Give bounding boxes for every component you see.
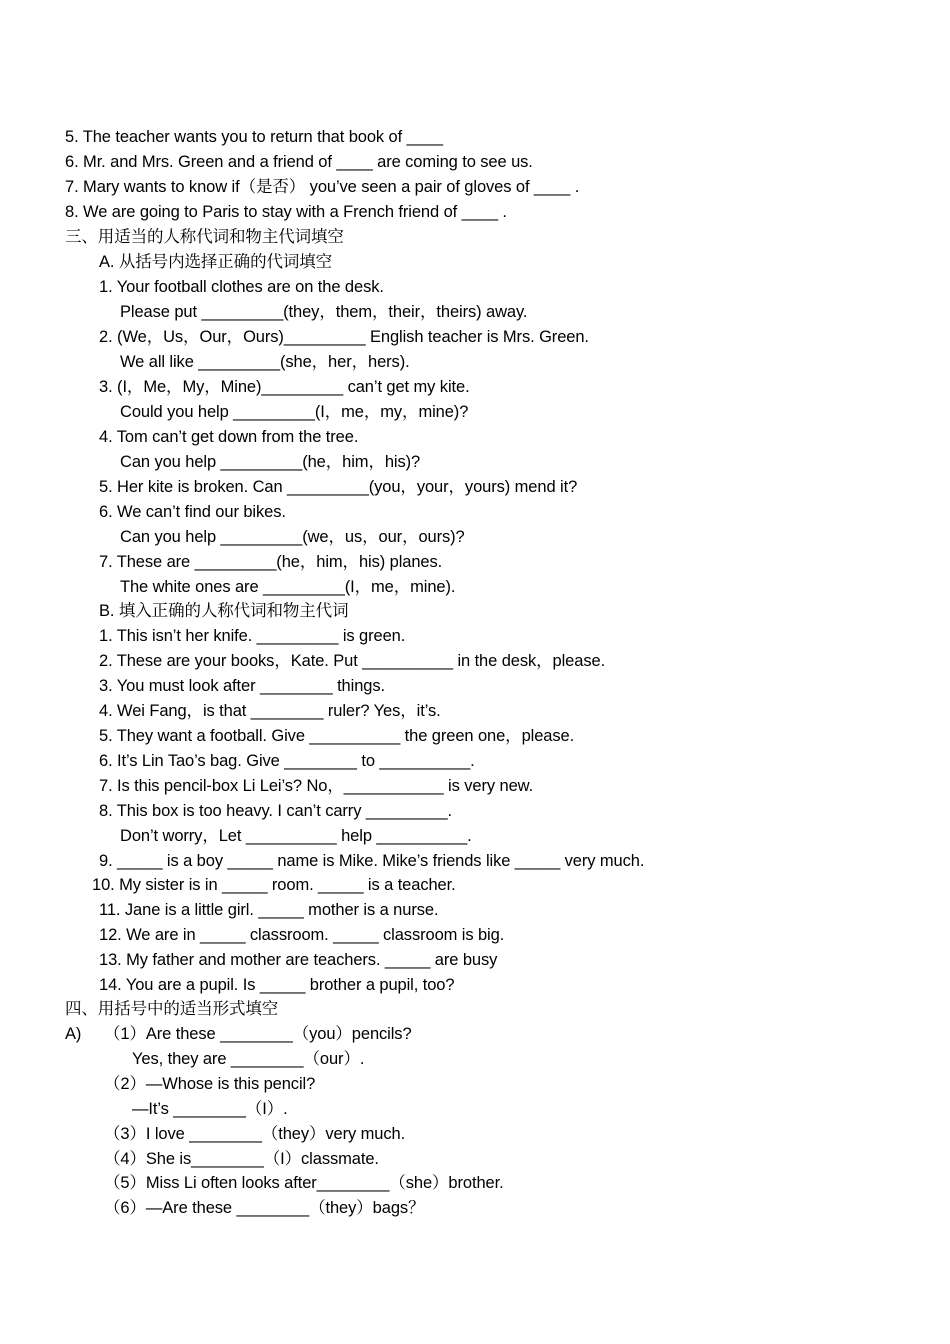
- question-line: Can you help _________(we，us，our，ours)?: [120, 528, 465, 546]
- question-line: 5. They want a football. Give __________ the green one，please.: [99, 727, 575, 745]
- question-line: 9. _____ is a boy _____ name is Mike. Mike’s friends like _____ very much.: [99, 852, 645, 870]
- question-line: Yes, they are ________（our）.: [132, 1050, 365, 1068]
- question-line: 6. We can’t find our bikes.: [99, 503, 286, 521]
- question-line: （5）Miss Li often looks after________（she）brother.: [104, 1174, 504, 1192]
- question-line: 2. (We，Us，Our，Ours)_________ English teacher is Mrs. Green.: [99, 328, 589, 346]
- question-line: 4. Wei Fang，is that ________ ruler? Yes，it’s.: [99, 702, 441, 720]
- question-line: 10. My sister is in _____ room. _____ is a teacher.: [92, 876, 456, 894]
- question-line: 1. This isn’t her knife. _________ is green.: [99, 627, 406, 645]
- part-label: A): [65, 1025, 82, 1043]
- question-line: （2）—Whose is this pencil?: [104, 1075, 316, 1093]
- question-line: Could you help _________(I，me，my，mine)?: [120, 403, 469, 421]
- question-line: 5. The teacher wants you to return that book of ____: [65, 128, 443, 146]
- question-line: 2. These are your books，Kate. Put __________ in the desk，please.: [99, 652, 606, 670]
- question-line: 8. We are going to Paris to stay with a French friend of ____ .: [65, 203, 507, 221]
- question-line: 3. (I，Me，My，Mine)_________ can’t get my kite.: [99, 378, 470, 396]
- question-line: 13. My father and mother are teachers. _____ are busy: [99, 951, 498, 969]
- subsection-heading: A. 从括号内选择正确的代词填空: [99, 253, 333, 271]
- question-line: 11. Jane is a little girl. _____ mother is a nurse.: [99, 901, 439, 919]
- question-line: 3. You must look after ________ things.: [99, 677, 385, 695]
- question-line: 4. Tom can’t get down from the tree.: [99, 428, 359, 446]
- question-line: （3）I love ________（they）very much.: [104, 1125, 406, 1143]
- question-line: 7. Is this pencil-box Li Lei’s? No，___________ is very new.: [99, 777, 534, 795]
- section-heading: 三、用适当的人称代词和物主代词填空: [65, 228, 344, 246]
- question-line: 14. You are a pupil. Is _____ brother a pupil, too?: [99, 976, 455, 994]
- question-line: 1. Your football clothes are on the desk.: [99, 278, 384, 296]
- question-line: 7. These are _________(he，him，his) planes.: [99, 553, 443, 571]
- question-line: Please put _________(they，them，their，theirs) away.: [120, 303, 528, 321]
- question-line: We all like _________(she，her，hers).: [120, 353, 410, 371]
- question-line: 8. This box is too heavy. I can’t carry _________.: [99, 802, 453, 820]
- question-line: 7. Mary wants to know if（是否） you’ve seen a pair of gloves of ____ .: [65, 178, 580, 196]
- question-line: 12. We are in _____ classroom. _____ classroom is big.: [99, 926, 505, 944]
- subsection-heading: B. 填入正确的人称代词和物主代词: [99, 602, 349, 620]
- question-line: 5. Her kite is broken. Can _________(you，your，yours) mend it?: [99, 478, 578, 496]
- section-heading: 四、用括号中的适当形式填空: [65, 1000, 279, 1018]
- question-line: （4）She is________（I）classmate.: [104, 1150, 379, 1168]
- question-line: —It’s ________（I）.: [132, 1100, 288, 1118]
- question-line: 6. Mr. and Mrs. Green and a friend of ____ are coming to see us.: [65, 153, 533, 171]
- question-line: The white ones are _________(I，me，mine).: [120, 578, 456, 596]
- question-line: Don’t worry，Let __________ help __________.: [120, 827, 472, 845]
- question-line: 6. It’s Lin Tao’s bag. Give ________ to __________.: [99, 752, 475, 770]
- question-line: （1）Are these ________（you）pencils?: [104, 1025, 412, 1043]
- question-line: （6）—Are these ________（they）bags？: [104, 1199, 425, 1217]
- question-line: Can you help _________(he，him，his)?: [120, 453, 421, 471]
